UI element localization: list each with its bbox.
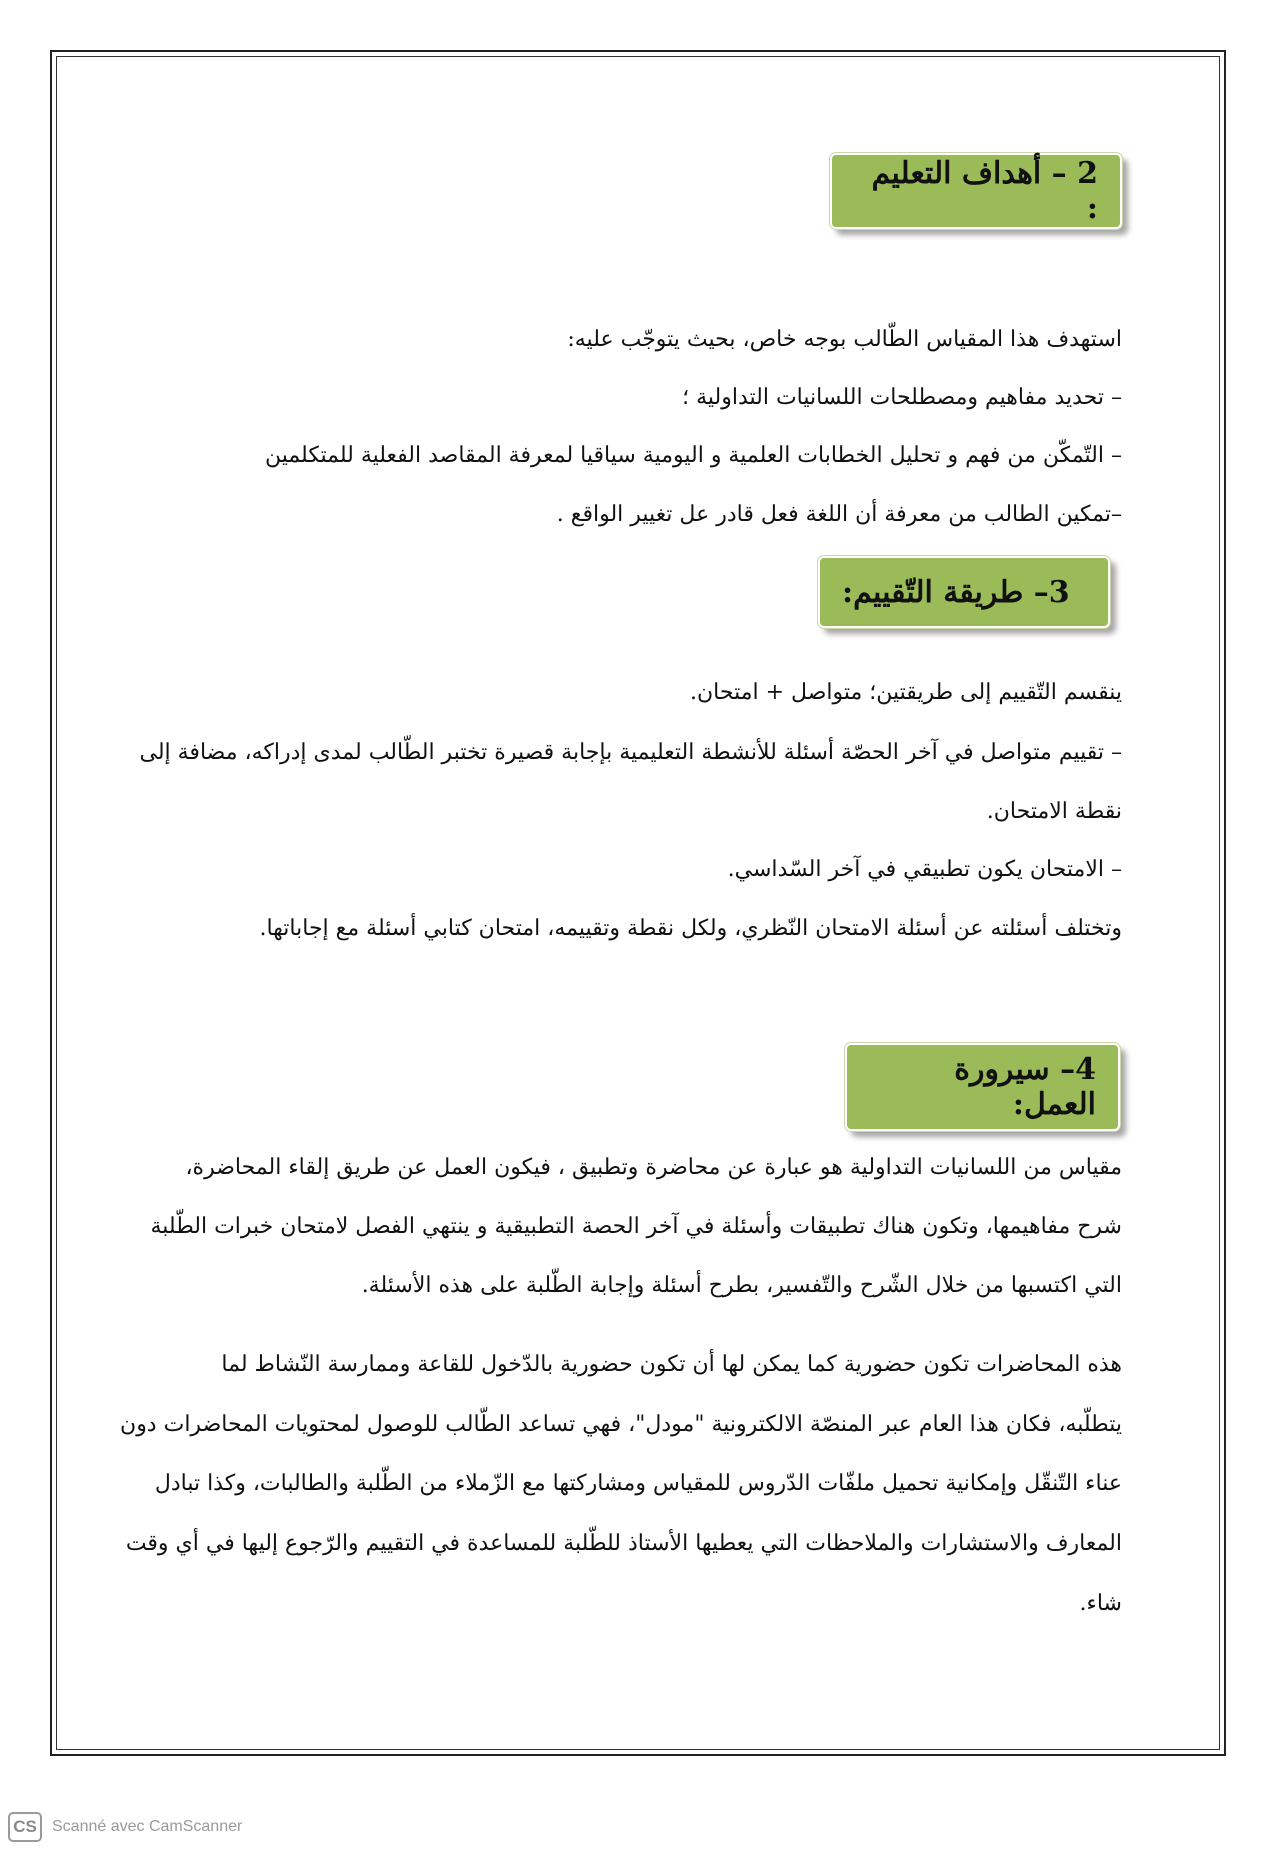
assessment-line-1: ينقسم التّقييم إلى طريقتين؛ متواصل + امتحان.: [690, 680, 1122, 705]
workflow-p2-line-3: عناء التّنقّل وإمكانية تحميل ملفّات الدّروس للمقياس ومشاركتها مع الزّملاء من الطّلبة والطالبات، وكذا تبادل: [154, 1471, 1122, 1496]
section-2-heading: [830, 153, 1122, 229]
assessment-line-2: – تقييم متواصل في آخر الحصّة أسئلة للأنشطة التعليمية بإجابة قصيرة تختبر الطّالب لمدى إدراكه، مضافة إلى: [139, 740, 1122, 765]
workflow-p2-line-1: هذه المحاضرات تكون حضورية كما يمكن لها أن تكون حضورية بالدّخول للقاعة وممارسة النّشاط لما: [221, 1352, 1122, 1377]
goals-item-1: – تحديد مفاهيم ومصطلحات اللسانيات التداولية ؛: [682, 385, 1122, 410]
workflow-p1-line-1: مقياس من اللسانيات التداولية هو عبارة عن محاضرة وتطبيق ، فيكون العمل عن طريق إلقاء المحاضرة،: [185, 1155, 1122, 1180]
camscanner-logo: [8, 1812, 42, 1842]
goals-intro: استهدف هذا المقياس الطّالب بوجه خاص، بحيث يتوجّب عليه:: [567, 327, 1122, 352]
assessment-line-4: – الامتحان يكون تطبيقي في آخر السّداسي.: [727, 857, 1122, 882]
workflow-p2-line-5: شاء.: [1079, 1591, 1122, 1616]
section-4-heading: [845, 1043, 1120, 1131]
assessment-line-5: وتختلف أسئلته عن أسئلة الامتحان النّظري، ولكل نقطة وتقييمه، امتحان كتابي أسئلة مع إجاباتها.: [259, 916, 1122, 941]
camscanner-logo-text: CS: [13, 1817, 37, 1836]
section-4-heading-text: 4– سيرورة العمل:: [954, 1052, 1096, 1122]
goals-item-2: – التّمكّن من فهم و تحليل الخطابات العلمية و اليومية سياقيا لمعرفة المقاصد الفعلية للمتكلمين: [264, 443, 1122, 468]
assessment-line-3: نقطة الامتحان.: [986, 799, 1122, 824]
section-2-heading-text: 2 – أهداف التعليم :: [871, 156, 1098, 226]
camscanner-watermark: Scanné avec CamScanner: [52, 1818, 243, 1835]
workflow-p2-line-4: المعارف والاستشارات والملاحظات التي يعطيها الأستاذ للطّلبة للمساعدة في التقييم والرّجوع إليها في أي وقت: [125, 1531, 1122, 1556]
section-3-heading-text: 3– طريقة التّقييم:: [842, 574, 1070, 610]
workflow-p1-line-2: شرح مفاهيمها، وتكون هناك تطبيقات وأسئلة في آخر الحصة التطبيقية و ينتهي الفصل لامتحان خبرات الطّلبة: [150, 1214, 1122, 1239]
workflow-p1-line-3: التي اكتسبها من خلال الشّرح والتّفسير، بطرح أسئلة وإجابة الطّلبة على هذه الأسئلة.: [361, 1273, 1122, 1298]
goals-item-3: –تمكين الطالب من معرفة أن اللغة فعل قادر عل تغيير الواقع .: [556, 502, 1122, 527]
workflow-p2-line-2: يتطلّبه، فكان هذا العام عبر المنصّة الالكترونية "مودل"، فهي تساعد الطّالب للوصول لمحتويات المحاضرات دون: [120, 1412, 1122, 1437]
section-3-heading: [818, 556, 1110, 628]
